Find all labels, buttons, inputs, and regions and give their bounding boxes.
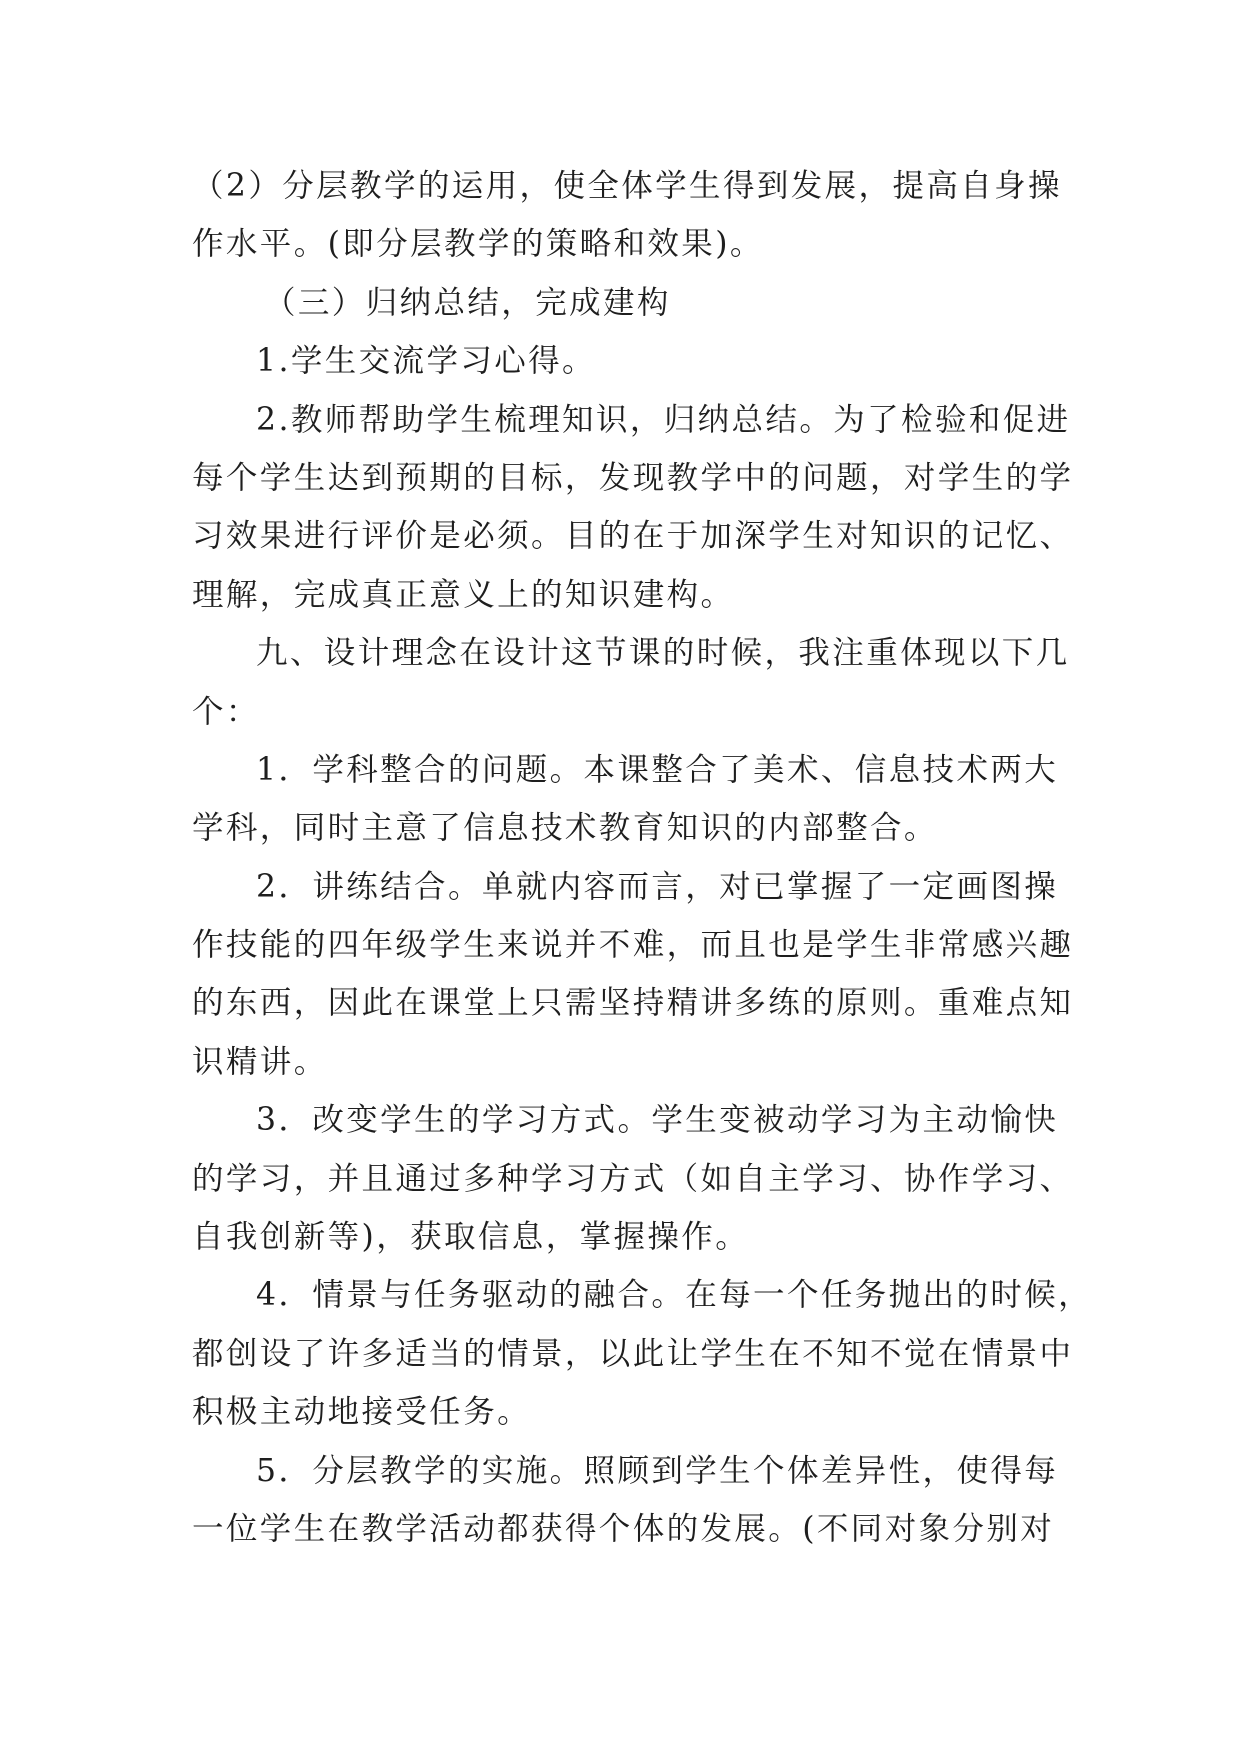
text-line: 识精讲。 xyxy=(192,1043,328,1080)
text-line: 都创设了许多适当的情景，以此让学生在不知不觉在情景中 xyxy=(192,1335,1074,1372)
text-line: 的东西，因此在课堂上只需坚持精讲多练的原则。重难点知 xyxy=(192,985,1074,1022)
text-line: 自我创新等)，获取信息，掌握操作。 xyxy=(192,1219,750,1256)
section-heading: （三）归纳总结，完成建构 xyxy=(264,284,671,321)
text-line: 个： xyxy=(192,693,260,730)
text-line: 1．学科整合的问题。本课整合了美术、信息技术两大 xyxy=(256,751,1059,788)
text-line: 一位学生在教学活动都获得个体的发展。(不同对象分别对 xyxy=(192,1510,1055,1547)
text-line: 理解，完成真正意义上的知识建构。 xyxy=(192,576,735,613)
text-line: 的学习，并且通过多种学习方式（如自主学习、协作学习、 xyxy=(192,1160,1074,1197)
text-line: 2．讲练结合。单就内容而言，对已掌握了一定画图操 xyxy=(256,868,1059,905)
text-line: 1.学生交流学习心得。 xyxy=(256,343,596,380)
text-line: 作水平。(即分层教学的策略和效果)。 xyxy=(192,226,764,263)
text-line: 2.教师帮助学生梳理知识，归纳总结。为了检验和促进 xyxy=(256,401,1071,438)
section-heading: 九、设计理念在设计这节课的时候，我注重体现以下几 xyxy=(256,635,1070,672)
text-line: （2）分层教学的运用，使全体学生得到发展，提高自身操 xyxy=(192,168,1062,204)
text-line: 3．改变学生的学习方式。学生变被动学习为主动愉快 xyxy=(256,1102,1059,1139)
text-line: 习效果进行评价是必须。目的在于加深学生对知识的记忆、 xyxy=(192,518,1074,555)
text-line: 每个学生达到预期的目标，发现教学中的问题，对学生的学 xyxy=(192,459,1074,496)
text-line: 4．情景与任务驱动的融合。在每一个任务抛出的时候， xyxy=(256,1277,1093,1314)
document-body xyxy=(192,157,1093,1558)
text-line: 积极主动地接受任务。 xyxy=(192,1394,532,1431)
text-line: 5．分层教学的实施。照顾到学生个体差异性，使得每 xyxy=(256,1452,1059,1489)
text-line: 作技能的四年级学生来说并不难，而且也是学生非常感兴趣 xyxy=(192,927,1074,964)
text-line: 学科，同时主意了信息技术教育知识的内部整合。 xyxy=(192,810,938,847)
